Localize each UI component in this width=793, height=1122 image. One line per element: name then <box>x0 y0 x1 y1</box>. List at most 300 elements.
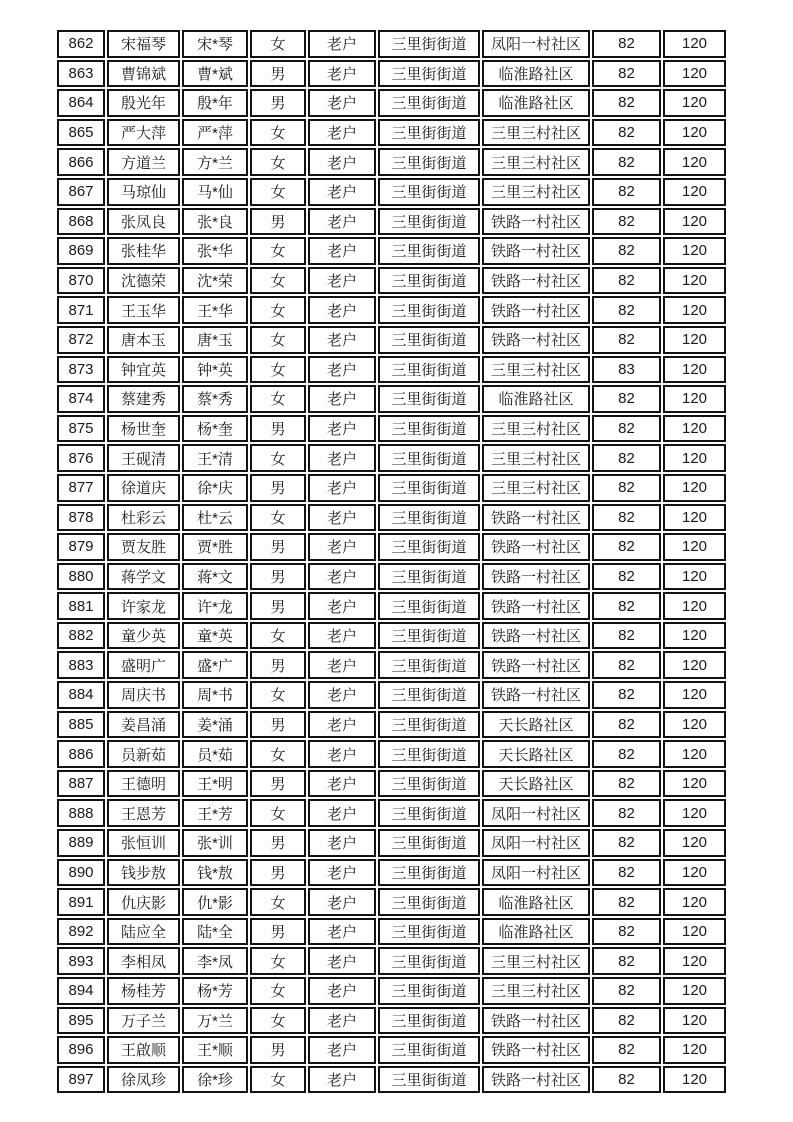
cell-name: 曹锦斌 <box>107 60 180 88</box>
table-row <box>57 947 726 975</box>
cell-name: 沈德荣 <box>107 267 180 295</box>
cell-gender: 男 <box>250 711 306 739</box>
cell-community: 三里三村社区 <box>482 148 590 176</box>
cell-community: 铁路一村社区 <box>482 681 590 709</box>
cell-amount_1: 82 <box>592 711 661 739</box>
cell-household_type: 老户 <box>308 888 376 916</box>
cell-street: 三里街街道 <box>378 918 480 946</box>
cell-gender: 男 <box>250 208 306 236</box>
cell-name: 王恩芳 <box>107 799 180 827</box>
cell-street: 三里街街道 <box>378 888 480 916</box>
cell-household_type: 老户 <box>308 60 376 88</box>
cell-amount_1: 82 <box>592 89 661 117</box>
cell-amount_1: 82 <box>592 237 661 265</box>
cell-amount_1: 82 <box>592 829 661 857</box>
cell-street: 三里街街道 <box>378 563 480 591</box>
cell-masked_name: 姜*涌 <box>182 711 248 739</box>
cell-amount_1: 82 <box>592 474 661 502</box>
cell-street: 三里街街道 <box>378 474 480 502</box>
cell-number: 881 <box>57 592 105 620</box>
cell-masked_name: 许*龙 <box>182 592 248 620</box>
table-row <box>57 296 726 324</box>
cell-amount_2: 120 <box>663 622 726 650</box>
cell-amount_2: 120 <box>663 888 726 916</box>
cell-household_type: 老户 <box>308 30 376 58</box>
cell-amount_1: 82 <box>592 888 661 916</box>
cell-household_type: 老户 <box>308 1007 376 1035</box>
cell-number: 884 <box>57 681 105 709</box>
cell-number: 868 <box>57 208 105 236</box>
resident-roster-table <box>55 28 728 1095</box>
cell-street: 三里街街道 <box>378 148 480 176</box>
cell-household_type: 老户 <box>308 859 376 887</box>
cell-number: 871 <box>57 296 105 324</box>
cell-community: 铁路一村社区 <box>482 326 590 354</box>
cell-amount_2: 120 <box>663 60 726 88</box>
table-row <box>57 1066 726 1094</box>
cell-masked_name: 马*仙 <box>182 178 248 206</box>
cell-community: 天长路社区 <box>482 711 590 739</box>
cell-community: 铁路一村社区 <box>482 208 590 236</box>
cell-amount_1: 82 <box>592 947 661 975</box>
cell-masked_name: 张*良 <box>182 208 248 236</box>
cell-household_type: 老户 <box>308 444 376 472</box>
table-row <box>57 89 726 117</box>
cell-gender: 男 <box>250 770 306 798</box>
cell-amount_1: 82 <box>592 119 661 147</box>
document-page <box>0 28 793 1122</box>
table-row <box>57 799 726 827</box>
cell-community: 铁路一村社区 <box>482 296 590 324</box>
cell-gender: 男 <box>250 89 306 117</box>
cell-amount_2: 120 <box>663 178 726 206</box>
cell-community: 三里三村社区 <box>482 119 590 147</box>
cell-street: 三里街街道 <box>378 504 480 532</box>
cell-number: 891 <box>57 888 105 916</box>
cell-gender: 女 <box>250 296 306 324</box>
table-row <box>57 651 726 679</box>
table-row <box>57 859 726 887</box>
cell-name: 王啟顺 <box>107 1036 180 1064</box>
cell-street: 三里街街道 <box>378 740 480 768</box>
cell-street: 三里街街道 <box>378 1036 480 1064</box>
cell-gender: 女 <box>250 178 306 206</box>
cell-number: 890 <box>57 859 105 887</box>
cell-street: 三里街街道 <box>378 651 480 679</box>
table-row <box>57 148 726 176</box>
table-row <box>57 888 726 916</box>
cell-name: 姜昌涌 <box>107 711 180 739</box>
cell-name: 蔡建秀 <box>107 385 180 413</box>
cell-amount_2: 120 <box>663 799 726 827</box>
cell-community: 三里三村社区 <box>482 356 590 384</box>
cell-household_type: 老户 <box>308 89 376 117</box>
cell-amount_2: 120 <box>663 444 726 472</box>
cell-household_type: 老户 <box>308 1036 376 1064</box>
cell-masked_name: 唐*玉 <box>182 326 248 354</box>
cell-household_type: 老户 <box>308 415 376 443</box>
cell-amount_1: 82 <box>592 533 661 561</box>
cell-masked_name: 万*兰 <box>182 1007 248 1035</box>
cell-masked_name: 宋*琴 <box>182 30 248 58</box>
cell-community: 铁路一村社区 <box>482 267 590 295</box>
cell-masked_name: 王*顺 <box>182 1036 248 1064</box>
cell-household_type: 老户 <box>308 474 376 502</box>
cell-name: 唐本玉 <box>107 326 180 354</box>
cell-household_type: 老户 <box>308 681 376 709</box>
cell-household_type: 老户 <box>308 148 376 176</box>
cell-number: 864 <box>57 89 105 117</box>
cell-community: 三里三村社区 <box>482 947 590 975</box>
cell-amount_2: 120 <box>663 592 726 620</box>
cell-community: 临淮路社区 <box>482 888 590 916</box>
cell-community: 铁路一村社区 <box>482 563 590 591</box>
cell-name: 盛明广 <box>107 651 180 679</box>
table-row <box>57 1007 726 1035</box>
table-row <box>57 356 726 384</box>
cell-number: 873 <box>57 356 105 384</box>
cell-number: 876 <box>57 444 105 472</box>
cell-gender: 男 <box>250 533 306 561</box>
cell-amount_2: 120 <box>663 267 726 295</box>
cell-number: 897 <box>57 1066 105 1094</box>
table-row <box>57 592 726 620</box>
cell-community: 铁路一村社区 <box>482 651 590 679</box>
cell-masked_name: 李*凤 <box>182 947 248 975</box>
cell-number: 895 <box>57 1007 105 1035</box>
cell-household_type: 老户 <box>308 119 376 147</box>
cell-amount_1: 82 <box>592 770 661 798</box>
cell-masked_name: 方*兰 <box>182 148 248 176</box>
cell-masked_name: 杨*奎 <box>182 415 248 443</box>
cell-community: 天长路社区 <box>482 740 590 768</box>
cell-community: 三里三村社区 <box>482 444 590 472</box>
cell-masked_name: 徐*珍 <box>182 1066 248 1094</box>
cell-number: 892 <box>57 918 105 946</box>
cell-amount_1: 82 <box>592 859 661 887</box>
cell-name: 徐道庆 <box>107 474 180 502</box>
table-row <box>57 622 726 650</box>
cell-street: 三里街街道 <box>378 859 480 887</box>
cell-gender: 男 <box>250 563 306 591</box>
cell-community: 凤阳一村社区 <box>482 859 590 887</box>
cell-name: 周庆书 <box>107 681 180 709</box>
cell-street: 三里街街道 <box>378 208 480 236</box>
cell-community: 临淮路社区 <box>482 89 590 117</box>
table-row <box>57 415 726 443</box>
cell-amount_1: 83 <box>592 356 661 384</box>
cell-gender: 女 <box>250 30 306 58</box>
cell-amount_1: 82 <box>592 504 661 532</box>
cell-street: 三里街街道 <box>378 592 480 620</box>
table-row <box>57 533 726 561</box>
cell-household_type: 老户 <box>308 563 376 591</box>
cell-masked_name: 员*茹 <box>182 740 248 768</box>
cell-street: 三里街街道 <box>378 770 480 798</box>
cell-amount_1: 82 <box>592 385 661 413</box>
cell-name: 方道兰 <box>107 148 180 176</box>
cell-community: 三里三村社区 <box>482 977 590 1005</box>
cell-street: 三里街街道 <box>378 385 480 413</box>
cell-name: 张桂华 <box>107 237 180 265</box>
cell-name: 员新茹 <box>107 740 180 768</box>
cell-amount_1: 82 <box>592 415 661 443</box>
cell-name: 严大萍 <box>107 119 180 147</box>
cell-community: 铁路一村社区 <box>482 1036 590 1064</box>
cell-masked_name: 童*英 <box>182 622 248 650</box>
cell-name: 杨桂芳 <box>107 977 180 1005</box>
table-body <box>57 30 726 1093</box>
cell-street: 三里街街道 <box>378 237 480 265</box>
cell-community: 三里三村社区 <box>482 415 590 443</box>
cell-street: 三里街街道 <box>378 89 480 117</box>
cell-gender: 男 <box>250 474 306 502</box>
cell-name: 王玉华 <box>107 296 180 324</box>
cell-masked_name: 杨*芳 <box>182 977 248 1005</box>
cell-amount_2: 120 <box>663 947 726 975</box>
cell-number: 874 <box>57 385 105 413</box>
cell-household_type: 老户 <box>308 622 376 650</box>
cell-community: 铁路一村社区 <box>482 1066 590 1094</box>
cell-number: 880 <box>57 563 105 591</box>
cell-masked_name: 曹*斌 <box>182 60 248 88</box>
cell-amount_2: 120 <box>663 1066 726 1094</box>
cell-name: 王砚清 <box>107 444 180 472</box>
table-row <box>57 918 726 946</box>
cell-community: 三里三村社区 <box>482 178 590 206</box>
cell-gender: 男 <box>250 592 306 620</box>
cell-gender: 男 <box>250 651 306 679</box>
cell-amount_2: 120 <box>663 1036 726 1064</box>
cell-community: 铁路一村社区 <box>482 622 590 650</box>
cell-masked_name: 钟*英 <box>182 356 248 384</box>
cell-masked_name: 贾*胜 <box>182 533 248 561</box>
cell-amount_2: 120 <box>663 326 726 354</box>
cell-community: 凤阳一村社区 <box>482 829 590 857</box>
cell-number: 862 <box>57 30 105 58</box>
cell-name: 杜彩云 <box>107 504 180 532</box>
table-row <box>57 30 726 58</box>
cell-amount_2: 120 <box>663 651 726 679</box>
cell-amount_1: 82 <box>592 148 661 176</box>
cell-gender: 男 <box>250 60 306 88</box>
cell-name: 马琼仙 <box>107 178 180 206</box>
cell-gender: 女 <box>250 622 306 650</box>
cell-gender: 女 <box>250 444 306 472</box>
cell-household_type: 老户 <box>308 326 376 354</box>
cell-amount_1: 82 <box>592 1007 661 1035</box>
cell-number: 886 <box>57 740 105 768</box>
cell-amount_2: 120 <box>663 711 726 739</box>
cell-number: 866 <box>57 148 105 176</box>
cell-amount_2: 120 <box>663 740 726 768</box>
cell-masked_name: 严*萍 <box>182 119 248 147</box>
cell-community: 临淮路社区 <box>482 918 590 946</box>
cell-amount_2: 120 <box>663 1007 726 1035</box>
cell-amount_1: 82 <box>592 681 661 709</box>
cell-gender: 女 <box>250 385 306 413</box>
cell-amount_1: 82 <box>592 799 661 827</box>
cell-amount_2: 120 <box>663 918 726 946</box>
cell-name: 王德明 <box>107 770 180 798</box>
cell-street: 三里街街道 <box>378 30 480 58</box>
cell-name: 仇庆影 <box>107 888 180 916</box>
cell-gender: 女 <box>250 119 306 147</box>
cell-number: 889 <box>57 829 105 857</box>
cell-street: 三里街街道 <box>378 356 480 384</box>
cell-household_type: 老户 <box>308 977 376 1005</box>
cell-name: 陆应全 <box>107 918 180 946</box>
cell-number: 893 <box>57 947 105 975</box>
cell-amount_1: 82 <box>592 918 661 946</box>
cell-gender: 女 <box>250 740 306 768</box>
cell-gender: 男 <box>250 829 306 857</box>
cell-gender: 女 <box>250 1066 306 1094</box>
cell-gender: 女 <box>250 326 306 354</box>
cell-street: 三里街街道 <box>378 326 480 354</box>
cell-community: 临淮路社区 <box>482 385 590 413</box>
table-row <box>57 119 726 147</box>
cell-masked_name: 殷*年 <box>182 89 248 117</box>
cell-masked_name: 陆*全 <box>182 918 248 946</box>
cell-name: 宋福琴 <box>107 30 180 58</box>
cell-gender: 男 <box>250 918 306 946</box>
cell-community: 铁路一村社区 <box>482 592 590 620</box>
cell-number: 883 <box>57 651 105 679</box>
cell-household_type: 老户 <box>308 504 376 532</box>
table-row <box>57 504 726 532</box>
cell-street: 三里街街道 <box>378 711 480 739</box>
cell-number: 869 <box>57 237 105 265</box>
cell-street: 三里街街道 <box>378 977 480 1005</box>
cell-household_type: 老户 <box>308 178 376 206</box>
cell-gender: 女 <box>250 237 306 265</box>
cell-name: 万子兰 <box>107 1007 180 1035</box>
cell-gender: 女 <box>250 977 306 1005</box>
cell-amount_1: 82 <box>592 60 661 88</box>
cell-street: 三里街街道 <box>378 1007 480 1035</box>
cell-amount_2: 120 <box>663 859 726 887</box>
table-row <box>57 208 726 236</box>
cell-amount_1: 82 <box>592 592 661 620</box>
cell-name: 钱步敖 <box>107 859 180 887</box>
cell-amount_1: 82 <box>592 651 661 679</box>
cell-number: 888 <box>57 799 105 827</box>
cell-amount_1: 82 <box>592 444 661 472</box>
cell-household_type: 老户 <box>308 267 376 295</box>
cell-household_type: 老户 <box>308 947 376 975</box>
cell-name: 钟宜英 <box>107 356 180 384</box>
cell-number: 875 <box>57 415 105 443</box>
cell-gender: 男 <box>250 415 306 443</box>
cell-household_type: 老户 <box>308 533 376 561</box>
cell-household_type: 老户 <box>308 385 376 413</box>
cell-household_type: 老户 <box>308 829 376 857</box>
cell-masked_name: 王*华 <box>182 296 248 324</box>
cell-name: 张恒训 <box>107 829 180 857</box>
cell-masked_name: 徐*庆 <box>182 474 248 502</box>
cell-amount_2: 120 <box>663 504 726 532</box>
cell-street: 三里街街道 <box>378 119 480 147</box>
cell-masked_name: 钱*敖 <box>182 859 248 887</box>
cell-masked_name: 杜*云 <box>182 504 248 532</box>
cell-gender: 女 <box>250 947 306 975</box>
cell-street: 三里街街道 <box>378 296 480 324</box>
cell-community: 三里三村社区 <box>482 474 590 502</box>
cell-amount_2: 120 <box>663 148 726 176</box>
cell-gender: 女 <box>250 681 306 709</box>
cell-amount_2: 120 <box>663 30 726 58</box>
cell-street: 三里街街道 <box>378 178 480 206</box>
cell-household_type: 老户 <box>308 296 376 324</box>
cell-name: 张凤良 <box>107 208 180 236</box>
cell-number: 879 <box>57 533 105 561</box>
cell-masked_name: 张*华 <box>182 237 248 265</box>
cell-household_type: 老户 <box>308 592 376 620</box>
table-row <box>57 237 726 265</box>
cell-amount_2: 120 <box>663 474 726 502</box>
cell-community: 铁路一村社区 <box>482 504 590 532</box>
cell-gender: 女 <box>250 504 306 532</box>
cell-street: 三里街街道 <box>378 415 480 443</box>
cell-community: 天长路社区 <box>482 770 590 798</box>
cell-gender: 女 <box>250 888 306 916</box>
cell-street: 三里街街道 <box>378 533 480 561</box>
table-row <box>57 977 726 1005</box>
cell-gender: 女 <box>250 1007 306 1035</box>
cell-amount_1: 82 <box>592 178 661 206</box>
cell-name: 贾友胜 <box>107 533 180 561</box>
cell-street: 三里街街道 <box>378 681 480 709</box>
cell-gender: 男 <box>250 859 306 887</box>
cell-number: 870 <box>57 267 105 295</box>
table-row <box>57 178 726 206</box>
cell-amount_1: 82 <box>592 30 661 58</box>
table-row <box>57 1036 726 1064</box>
cell-number: 872 <box>57 326 105 354</box>
cell-amount_2: 120 <box>663 533 726 561</box>
cell-name: 蒋学文 <box>107 563 180 591</box>
cell-household_type: 老户 <box>308 770 376 798</box>
cell-amount_2: 120 <box>663 385 726 413</box>
cell-street: 三里街街道 <box>378 267 480 295</box>
table-row <box>57 770 726 798</box>
cell-amount_2: 120 <box>663 356 726 384</box>
cell-number: 882 <box>57 622 105 650</box>
cell-amount_1: 82 <box>592 326 661 354</box>
cell-masked_name: 沈*荣 <box>182 267 248 295</box>
cell-amount_2: 120 <box>663 829 726 857</box>
cell-amount_2: 120 <box>663 415 726 443</box>
cell-street: 三里街街道 <box>378 622 480 650</box>
cell-masked_name: 王*芳 <box>182 799 248 827</box>
cell-amount_2: 120 <box>663 119 726 147</box>
cell-number: 887 <box>57 770 105 798</box>
cell-household_type: 老户 <box>308 711 376 739</box>
cell-name: 许家龙 <box>107 592 180 620</box>
cell-name: 殷光年 <box>107 89 180 117</box>
table-row <box>57 60 726 88</box>
cell-masked_name: 蒋*文 <box>182 563 248 591</box>
cell-gender: 男 <box>250 1036 306 1064</box>
cell-masked_name: 蔡*秀 <box>182 385 248 413</box>
cell-street: 三里街街道 <box>378 829 480 857</box>
cell-masked_name: 周*书 <box>182 681 248 709</box>
cell-number: 877 <box>57 474 105 502</box>
cell-household_type: 老户 <box>308 651 376 679</box>
cell-amount_2: 120 <box>663 89 726 117</box>
cell-household_type: 老户 <box>308 918 376 946</box>
